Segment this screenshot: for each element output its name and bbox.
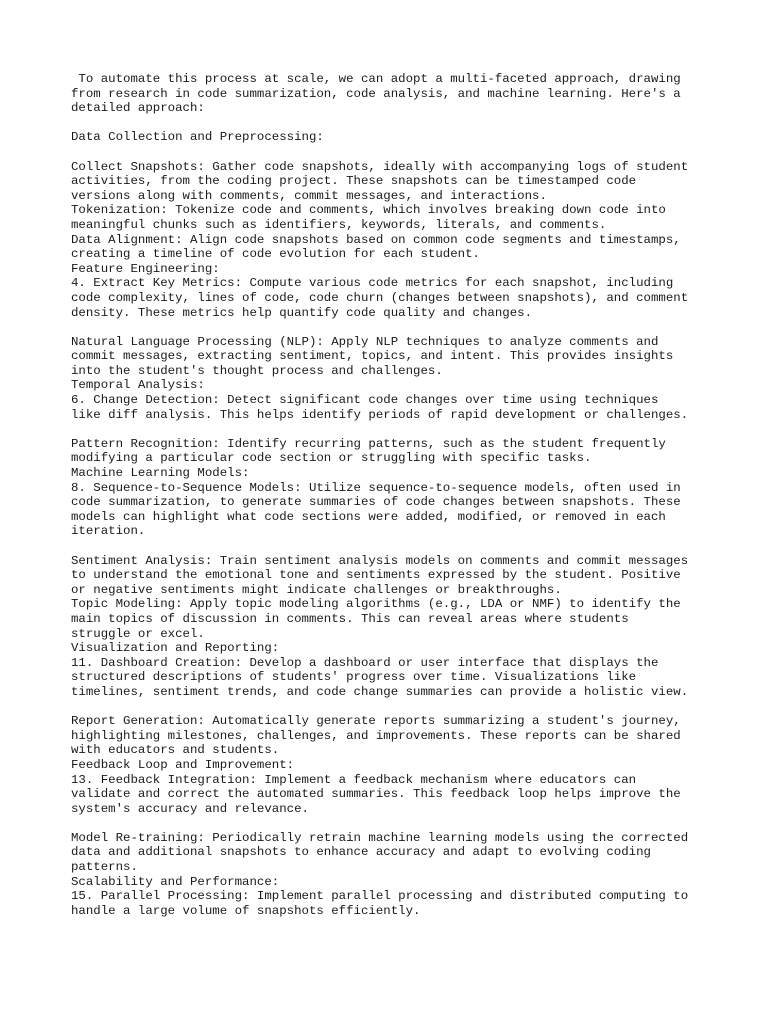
text-line: commit messages, extracting sentiment, topics, and intent. This provides insights (71, 349, 674, 364)
text-line: models can highlight what code sections were added, modified, or removed in each (71, 509, 666, 524)
text-line: Visualization and Reporting: (71, 641, 280, 656)
text-line: 15. Parallel Processing: Implement parallel processing and distributed computing to (71, 889, 689, 904)
text-line: main topics of discussion in comments. This can reveal areas where students (71, 611, 629, 626)
text-line: Temporal Analysis: (71, 378, 205, 393)
text-line: Feature Engineering: (71, 261, 220, 276)
text-line: detailed approach: (71, 101, 205, 116)
text-line: highlighting milestones, challenges, and improvements. These reports can be shared (71, 728, 681, 743)
blank-line (71, 116, 711, 131)
text-line: To automate this process at scale, we can adopt a multi-faceted approach, drawing (71, 72, 681, 86)
blank-line (71, 145, 711, 160)
blank-line (71, 816, 711, 831)
text-line: into the student's thought process and challenges. (71, 363, 443, 378)
text-line: 8. Sequence-to-Sequence Models: Utilize sequence-to-sequence models, often used in (71, 480, 681, 495)
text-line: 6. Change Detection: Detect significant code changes over time using techniques (71, 393, 659, 408)
text-line: or negative sentiments might indicate challenges or breakthroughs. (71, 582, 562, 597)
text-line: like diff analysis. This helps identify periods of rapid development or challenges. (71, 407, 689, 422)
text-line: versions along with comments, commit messages, and interactions. (71, 188, 547, 203)
text-line: 4. Extract Key Metrics: Compute various code metrics for each snapshot, including (71, 276, 674, 291)
text-line: Scalability and Performance: (71, 874, 280, 889)
text-line: density. These metrics help quantify code quality and changes. (71, 305, 533, 320)
text-line: iteration. (71, 524, 146, 539)
text-line: 13. Feedback Integration: Implement a feedback mechanism where educators can (71, 772, 637, 787)
text-line: 11. Dashboard Creation: Develop a dashboard or user interface that displays the (71, 655, 659, 670)
text-line: struggle or excel. (71, 626, 205, 641)
blank-line (71, 422, 711, 437)
text-line: handle a large volume of snapshots efficiently. (71, 903, 421, 918)
text-line: Topic Modeling: Apply topic modeling algorithms (e.g., LDA or NMF) to identify the (71, 597, 681, 612)
text-line: structured descriptions of students' progress over time. Visualizations like (71, 670, 637, 685)
text-line: Tokenization: Tokenize code and comments, which involves breaking down code into (71, 203, 666, 218)
text-line: Report Generation: Automatically generate reports summarizing a student's journey, (71, 714, 681, 729)
text-line: Sentiment Analysis: Train sentiment analysis models on comments and commit messages (71, 553, 689, 568)
text-line: Data Collection and Preprocessing: (71, 130, 324, 145)
text-line: activities, from the coding project. These snapshots can be timestamped code (71, 174, 637, 189)
text-line: timelines, sentiment trends, and code change summaries can provide a holistic view. (71, 684, 689, 699)
text-line: Data Alignment: Align code snapshots based on common code segments and timestamps, (71, 232, 681, 247)
blank-line (71, 539, 711, 554)
text-line: system's accuracy and relevance. (71, 801, 309, 816)
text-line: meaningful chunks such as identifiers, keywords, literals, and comments. (71, 217, 607, 232)
text-line: Feedback Loop and Improvement: (71, 757, 295, 772)
text-line: patterns. (71, 860, 138, 875)
document-page (71, 72, 711, 918)
text-line: with educators and students. (71, 743, 280, 758)
text-line: creating a timeline of code evolution for each student. (71, 247, 480, 262)
text-line: Machine Learning Models: (71, 466, 250, 481)
text-line: Collect Snapshots: Gather code snapshots, ideally with accompanying logs of student (71, 159, 689, 174)
text-line: from research in code summarization, code analysis, and machine learning. Here's a (71, 86, 681, 101)
text-line: Pattern Recognition: Identify recurring patterns, such as the student frequently (71, 436, 666, 451)
blank-line (71, 700, 711, 715)
text-line: modifying a particular code section or struggling with specific tasks. (71, 451, 592, 466)
text-line: Natural Language Processing (NLP): Apply NLP techniques to analyze comments and (71, 334, 659, 349)
text-line: to understand the emotional tone and sentiments expressed by the student. Positive (71, 568, 681, 583)
text-line: code summarization, to generate summaries of code changes between snapshots. These (71, 495, 681, 510)
text-line: validate and correct the automated summaries. This feedback loop helps improve the (71, 787, 681, 802)
text-line: data and additional snapshots to enhance accuracy and adapt to evolving coding (71, 845, 651, 860)
blank-line (71, 320, 711, 335)
text-line: Model Re-training: Periodically retrain machine learning models using the corrected (71, 830, 689, 845)
text-line: code complexity, lines of code, code churn (changes between snapshots), and comment (71, 290, 689, 305)
